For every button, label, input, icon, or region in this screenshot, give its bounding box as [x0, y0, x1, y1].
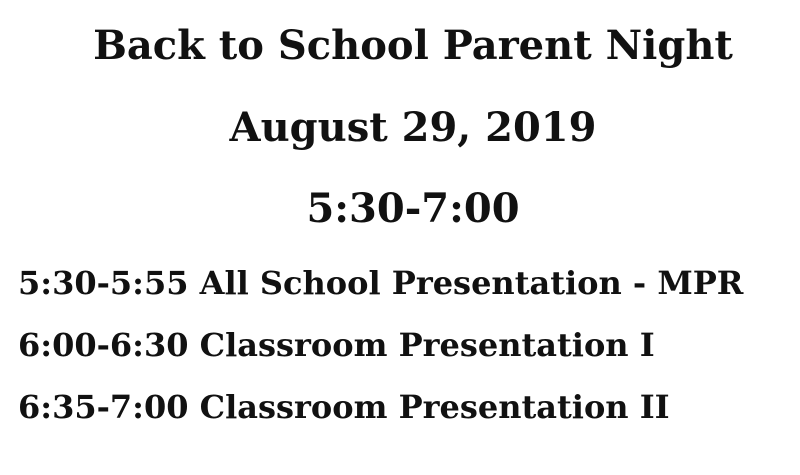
schedule-list: [18, 252, 743, 438]
schedule-item: 6:35-7:00 Classroom Presentation II: [18, 388, 670, 426]
event-title: Back to School Parent Night: [93, 22, 733, 69]
event-date: August 29, 2019: [229, 104, 597, 151]
schedule-item: 5:30-5:55 All School Presentation - MPR: [18, 264, 744, 302]
schedule-item: 6:00-6:30 Classroom Presentation I: [18, 326, 655, 364]
event-time-range: 5:30-7:00: [306, 185, 520, 232]
